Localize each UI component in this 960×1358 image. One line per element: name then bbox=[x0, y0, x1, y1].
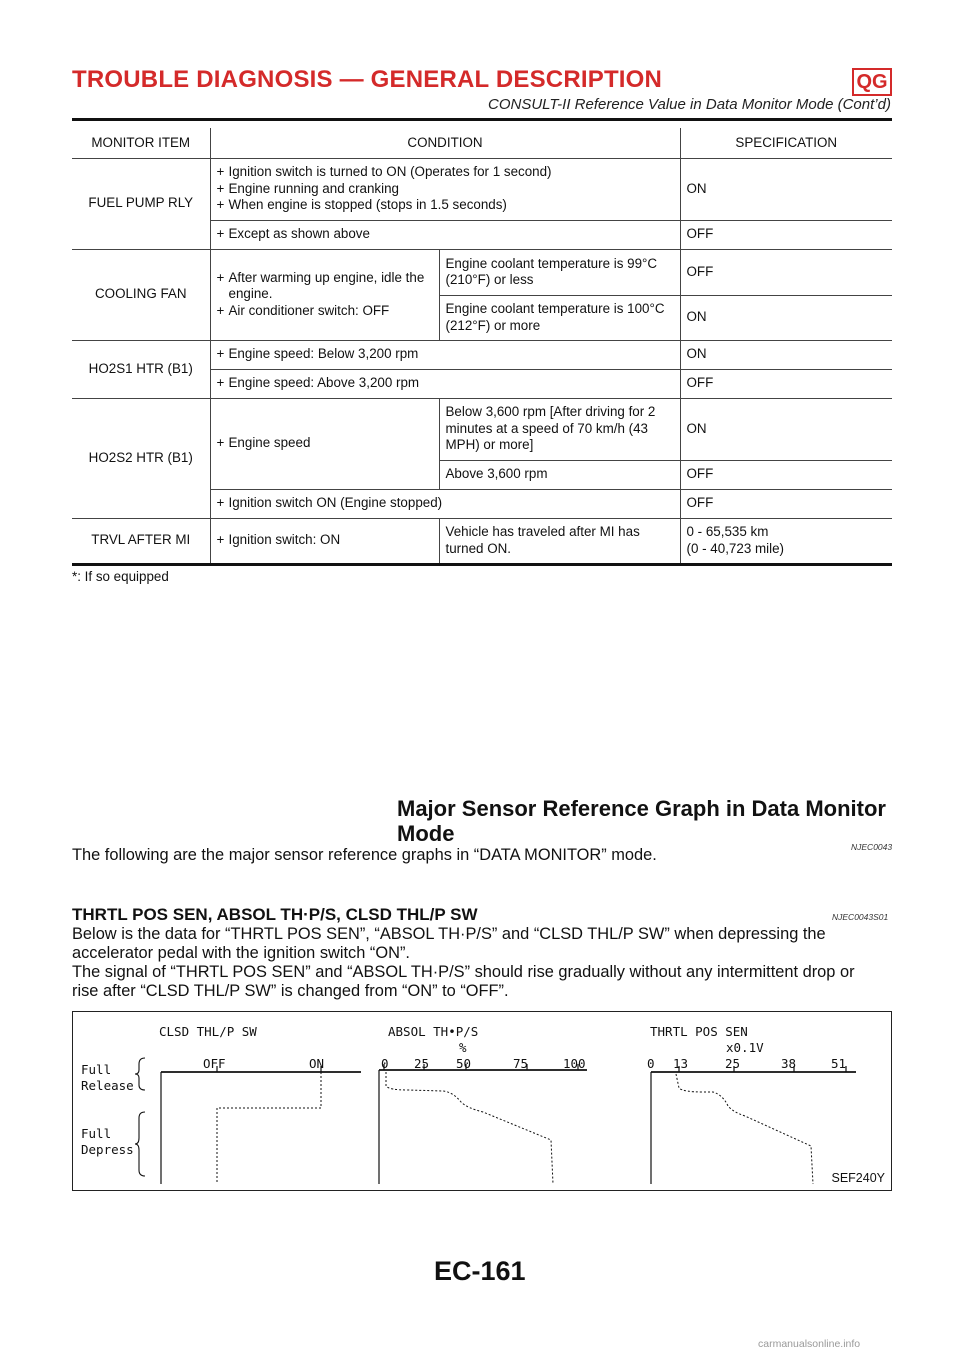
section-intro: The following are the major sensor reference graphs in “DATA MONITOR” mode. bbox=[72, 846, 657, 864]
table-row bbox=[72, 398, 892, 460]
reference-value-table bbox=[72, 128, 892, 566]
subsection-code: NJEC0043S01 bbox=[832, 912, 889, 922]
specification-cell bbox=[680, 518, 892, 564]
monitor-item-fuel-pump: FUEL PUMP RLY bbox=[72, 158, 210, 249]
thrtl-tick-label: 25 bbox=[725, 1056, 741, 1071]
paragraph-line: Below is the data for “THRTL POS SEN”, “ABSOL TH·P/S” and “CLSD THL/P SW” when depressing the bbox=[72, 925, 826, 943]
specification-cell: OFF bbox=[680, 369, 892, 398]
table-row bbox=[72, 249, 892, 295]
specification-cell: ON bbox=[680, 158, 892, 220]
condition-bullet: + After warming up engine, idle the engine. bbox=[217, 270, 433, 303]
figure-id: SEF240Y bbox=[831, 1171, 885, 1185]
page-header-title: TROUBLE DIAGNOSIS — GENERAL DESCRIPTION bbox=[72, 66, 663, 93]
table-row bbox=[72, 158, 892, 220]
label-full-release: Release bbox=[81, 1078, 134, 1093]
page-header-subtitle: CONSULT-II Reference Value in Data Monitor Mode (Cont’d) bbox=[488, 96, 891, 113]
sub-condition-cell: Engine coolant temperature is 100°C (212°F) or more bbox=[439, 295, 680, 340]
condition-cell bbox=[210, 369, 680, 398]
monitor-item-ho2s1-htr: HO2S1 HTR (B1) bbox=[72, 340, 210, 398]
column-header-specification: SPECIFICATION bbox=[680, 128, 892, 158]
condition-bullet: + Air conditioner switch: OFF bbox=[217, 303, 433, 320]
section-code: NJEC0043 bbox=[851, 842, 893, 852]
condition-bullet: + Ignition switch is turned to ON (Operates for 1 second) bbox=[217, 164, 674, 181]
absol-tick-label: 0 bbox=[381, 1056, 389, 1071]
condition-cell bbox=[210, 340, 680, 369]
thrtl-tick-label: 38 bbox=[781, 1056, 797, 1071]
engine-code-badge: QG bbox=[852, 68, 892, 96]
paragraph-line: rise after “CLSD THL/P SW” is changed from “ON” to “OFF”. bbox=[72, 982, 509, 1000]
table-header-row bbox=[72, 128, 892, 158]
condition-bullet: + When engine is stopped (stops in 1.5 seconds) bbox=[217, 197, 674, 214]
label-full-depress: Full bbox=[81, 1126, 112, 1141]
paragraph-line: The signal of “THRTL POS SEN” and “ABSOL TH·P/S” should rise gradually without any intermittent drop or bbox=[72, 963, 855, 981]
label-full-release: Full bbox=[81, 1062, 112, 1077]
thrtl-tick-label: 13 bbox=[673, 1056, 689, 1071]
condition-bullet: + Ignition switch ON (Engine stopped) bbox=[217, 495, 674, 512]
absol-tick-label: 25 bbox=[414, 1056, 430, 1071]
specification-cell: OFF bbox=[680, 489, 892, 518]
spec-line: (0 - 40,723 mile) bbox=[686, 540, 784, 556]
specification-cell: OFF bbox=[680, 249, 892, 295]
paragraph-line: accelerator pedal with the ignition switch “ON”. bbox=[72, 944, 410, 962]
condition-cell bbox=[210, 249, 439, 340]
unit-thrtl: x0.1V bbox=[726, 1040, 764, 1055]
condition-cell bbox=[210, 220, 680, 249]
sub-condition-cell: Engine coolant temperature is 99°C (210°F) or less bbox=[439, 249, 680, 295]
monitor-item-cooling-fan: COOLING FAN bbox=[72, 249, 210, 340]
paragraph bbox=[72, 925, 855, 1001]
column-header-condition: CONDITION bbox=[210, 128, 680, 158]
specification-cell: OFF bbox=[680, 220, 892, 249]
label-thrtl-pos-sen: THRTL POS SEN bbox=[650, 1024, 748, 1039]
unit-absol: % bbox=[459, 1040, 467, 1055]
table-row bbox=[72, 518, 892, 564]
page-number: EC-161 bbox=[434, 1256, 526, 1286]
monitor-item-trvl-after-mi: TRVL AFTER MI bbox=[72, 518, 210, 564]
sensor-graph-svg bbox=[73, 1012, 893, 1192]
condition-bullet: + Ignition switch: ON bbox=[217, 532, 433, 549]
sub-condition-cell: Below 3,600 rpm [After driving for 2 minutes at a speed of 70 km/h (43 MPH) or more] bbox=[439, 398, 680, 460]
condition-bullet: + Engine speed bbox=[217, 435, 433, 452]
condition-bullet: + Except as shown above bbox=[217, 226, 674, 243]
specification-cell: ON bbox=[680, 398, 892, 460]
specification-cell: ON bbox=[680, 340, 892, 369]
absol-trace bbox=[386, 1072, 553, 1184]
condition-bullet: + Engine speed: Below 3,200 rpm bbox=[217, 346, 674, 363]
thrtl-tick-label: 0 bbox=[647, 1056, 655, 1071]
absol-tick-label: 50 bbox=[456, 1056, 472, 1071]
specification-cell: ON bbox=[680, 295, 892, 340]
release-brace bbox=[135, 1058, 145, 1090]
absol-tick-label: 100 bbox=[563, 1056, 586, 1071]
monitor-item-ho2s2-htr: HO2S2 HTR (B1) bbox=[72, 398, 210, 518]
label-on: ON bbox=[309, 1056, 325, 1071]
table-row bbox=[72, 340, 892, 369]
condition-bullet: + Engine running and cranking bbox=[217, 181, 674, 198]
section-title-line: Mode bbox=[397, 821, 455, 846]
specification-cell: OFF bbox=[680, 460, 892, 489]
sub-condition-cell: Above 3,600 rpm bbox=[439, 460, 680, 489]
table-footnote: *: If so equipped bbox=[72, 569, 169, 584]
sensor-reference-graph bbox=[72, 1011, 892, 1191]
section-title-line: Major Sensor Reference Graph in Data Monitor bbox=[397, 796, 886, 821]
condition-cell bbox=[210, 489, 680, 518]
condition-cell bbox=[210, 398, 439, 489]
label-full-depress: Depress bbox=[81, 1142, 134, 1157]
spec-line: 0 - 65,535 km bbox=[686, 524, 769, 539]
column-header-monitor-item: MONITOR ITEM bbox=[72, 128, 210, 158]
absol-tick-label: 75 bbox=[513, 1056, 529, 1071]
label-absol-th-p-s: ABSOL TH•P/S bbox=[388, 1024, 479, 1039]
condition-bullet: + Engine speed: Above 3,200 rpm bbox=[217, 375, 674, 392]
condition-cell bbox=[210, 518, 439, 564]
header-divider bbox=[72, 118, 892, 121]
label-off: OFF bbox=[203, 1056, 226, 1071]
depress-brace bbox=[135, 1112, 145, 1176]
section-title bbox=[397, 796, 897, 846]
condition-cell bbox=[210, 158, 680, 220]
thrtl-trace bbox=[676, 1074, 813, 1184]
watermark: carmanualsonline.info bbox=[758, 1338, 861, 1350]
sub-condition-cell: Vehicle has traveled after MI has turned ON. bbox=[439, 518, 680, 564]
label-clsd-thl-p-sw: CLSD THL/P SW bbox=[159, 1024, 257, 1039]
subsection-title: THRTL POS SEN, ABSOL TH·P/S, CLSD THL/P SW bbox=[72, 905, 478, 924]
thrtl-tick-label: 51 bbox=[831, 1056, 847, 1071]
